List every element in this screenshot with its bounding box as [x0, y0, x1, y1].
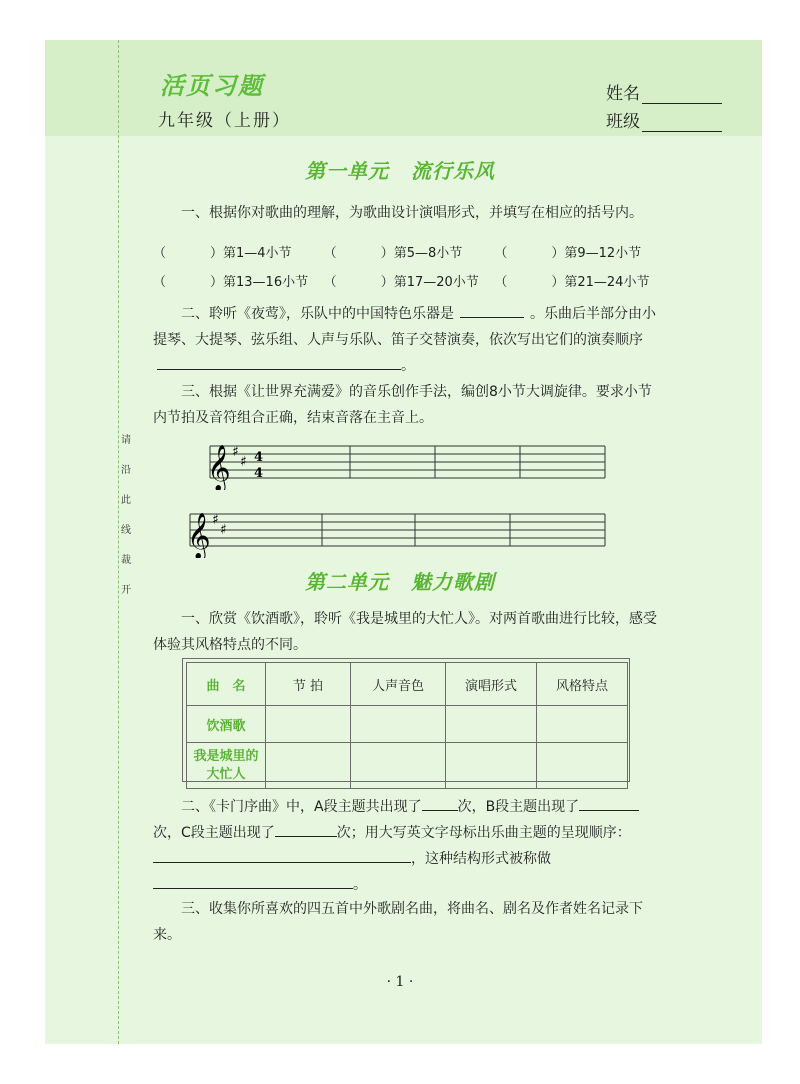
- cut-instruction: 请 沿 此 线 裁 开: [121, 435, 131, 596]
- unit1-q1: 一、根据你对歌曲的理解，为歌曲设计演唱形式，并填写在相应的括号内。: [181, 205, 643, 221]
- sharp-icon: ♯: [240, 454, 247, 470]
- table-header-row: 曲 名 节 拍 人声音色 演唱形式 风格特点: [187, 663, 628, 706]
- unit1-q2: 二、聆听《夜莺》，乐队中的中国特色乐器是 。乐曲后半部分由小提琴、大提琴、弦乐组、人声与乐队、笛子交替演奏，依次写出它们的演奏顺序。: [153, 301, 665, 379]
- time-sig-top: 4: [254, 450, 264, 465]
- grade-label: 九年级（上册）: [158, 111, 291, 131]
- q1-row-1: （ ）第1—4小节 （ ）第5—8小节 （ ）第9—12小节: [153, 246, 642, 261]
- treble-clef-icon: 𝄞: [207, 445, 231, 490]
- comparison-table: [186, 662, 628, 789]
- name-field[interactable]: 姓名: [606, 79, 722, 104]
- brand-title: 活页习题: [160, 72, 264, 100]
- music-staff-1[interactable]: [180, 440, 610, 490]
- time-sig-bottom: 4: [254, 466, 264, 481]
- order-blank[interactable]: [157, 355, 401, 370]
- unit2-title: 第二单元 魅力歌剧: [305, 570, 495, 594]
- q1-row-2: （ ）第13—16小节 （ ）第17—20小节 （ ）第21—24小节: [153, 275, 650, 290]
- unit2-q1: 一、欣赏《饮酒歌》，聆听《我是城里的大忙人》。对两首歌曲进行比较，感受体验其风格特点的不同。: [153, 611, 657, 653]
- unit2-q2: 二、《卡门序曲》中，A段主题共出现了 次，B段主题出现了次，C段主题出现了 次；用大写英文字母标出乐曲主题的呈现顺序：，这种结构形式被称做。: [153, 794, 665, 898]
- table-row: 饮酒歌: [187, 706, 628, 743]
- music-staff-2[interactable]: [160, 508, 610, 558]
- sharp-icon: ♯: [232, 444, 239, 460]
- table-row: 我是城里的大忙人: [187, 743, 628, 789]
- treble-clef-icon: 𝄞: [187, 513, 211, 558]
- class-field[interactable]: 班级: [606, 107, 722, 132]
- instrument-blank[interactable]: [460, 303, 524, 318]
- unit1-q3: 三、根据《让世界充满爱》的音乐创作手法，编创8小节大调旋律。要求小节内节拍及音符组合正确，结束音落在主音上。: [153, 384, 652, 426]
- unit1-title: 第一单元 流行乐风: [305, 159, 495, 183]
- page-number: · 1 ·: [386, 974, 414, 990]
- sharp-icon: ♯: [220, 522, 227, 538]
- unit2-q3: 三、收集你所喜欢的四五首中外歌剧名曲，将曲名、剧名及作者姓名记录下来。: [153, 901, 643, 943]
- sharp-icon: ♯: [212, 512, 219, 528]
